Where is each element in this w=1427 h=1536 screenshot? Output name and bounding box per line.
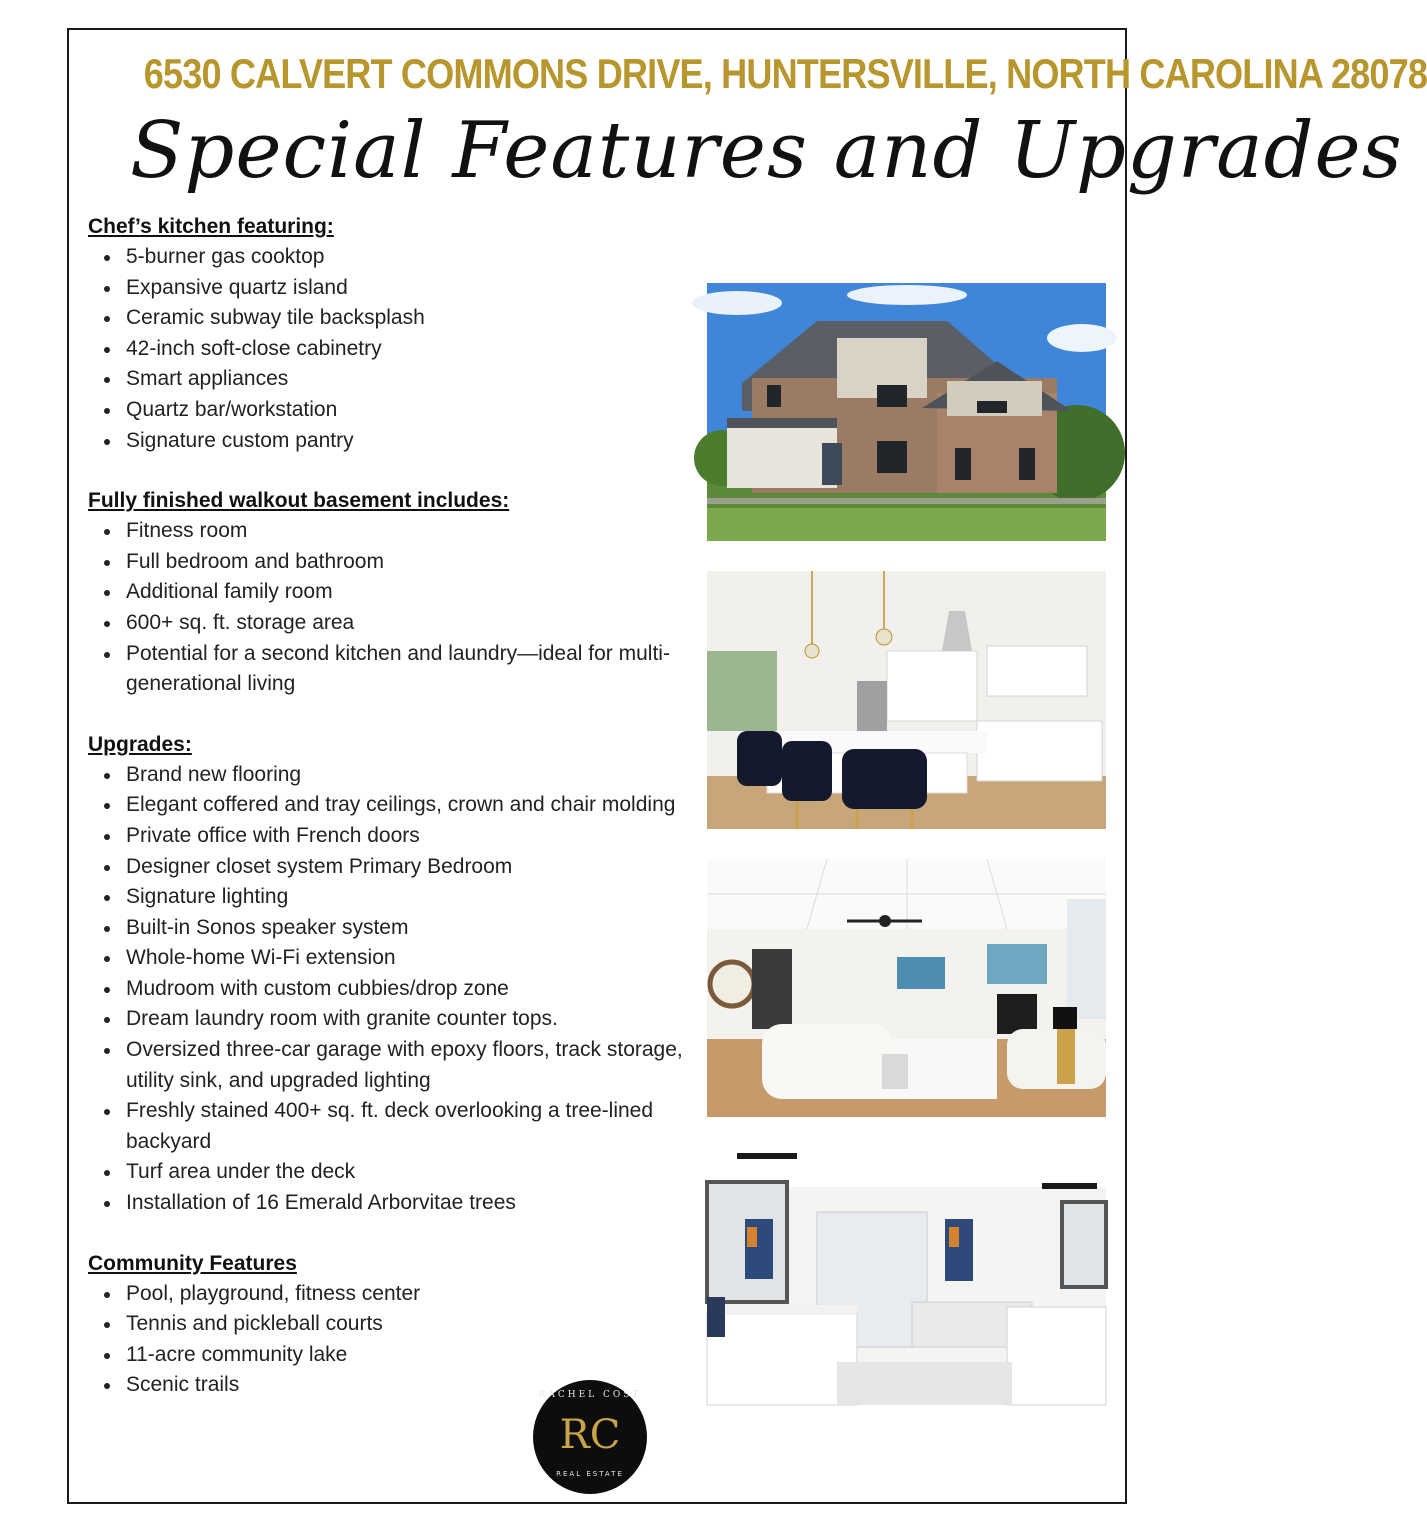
kitchen-photo	[707, 571, 1106, 829]
list-item: Ceramic subway tile backsplash	[126, 303, 688, 334]
list-item: Additional family room	[126, 577, 688, 608]
list-item: Quartz bar/workstation	[126, 395, 688, 426]
list-item: Signature lighting	[126, 882, 688, 913]
section-heading: Fully finished walkout basement includes:	[88, 489, 510, 513]
logo-bottom-text: REAL ESTATE	[556, 1470, 624, 1478]
list-item: Pool, playground, fitness center	[126, 1279, 688, 1310]
bullet-list	[88, 516, 688, 700]
property-address: 6530 CALVERT COMMONS DRIVE, HUNTERSVILLE, NORTH CAROLINA 28078	[143, 50, 1427, 97]
list-item: Tennis and pickleball courts	[126, 1309, 688, 1340]
list-item: 600+ sq. ft. storage area	[126, 608, 688, 639]
list-item: Built-in Sonos speaker system	[126, 913, 688, 944]
list-item: Installation of 16 Emerald Arborvitae trees	[126, 1188, 688, 1219]
list-item: Dream laundry room with granite counter tops.	[126, 1004, 688, 1035]
page-title: Special Features and Upgrades	[130, 106, 1403, 196]
section-heading: Chef’s kitchen featuring:	[88, 215, 334, 238]
list-item: Oversized three-car garage with epoxy floors, track storage, utility sink, and upgraded lighting	[126, 1035, 688, 1096]
section-community	[88, 1249, 688, 1401]
list-item: Expansive quartz island	[126, 273, 688, 304]
bathroom-photo	[707, 1147, 1106, 1405]
list-item: Signature custom pantry	[126, 426, 688, 457]
logo-top-text: RACHEL COST	[538, 1390, 642, 1400]
list-item: 11-acre community lake	[126, 1340, 688, 1371]
list-item: Private office with French doors	[126, 821, 688, 852]
section-upgrades	[88, 730, 688, 1219]
living-room-photo	[707, 859, 1106, 1117]
features-list	[88, 212, 688, 1431]
list-item: Full bedroom and bathroom	[126, 547, 688, 578]
list-item: Freshly stained 400+ sq. ft. deck overlooking a tree-lined backyard	[126, 1096, 688, 1157]
logo-initials: RC	[559, 1412, 621, 1458]
section-heading: Upgrades:	[88, 732, 192, 756]
list-item: Turf area under the deck	[126, 1157, 688, 1188]
section-heading: Community Features	[88, 1251, 297, 1275]
list-item: Whole-home Wi-Fi extension	[126, 943, 688, 974]
exterior-photo	[707, 283, 1106, 541]
list-item: Fitness room	[126, 516, 688, 547]
list-item: Scenic trails	[126, 1370, 688, 1401]
section-basement	[88, 486, 688, 700]
list-item: Brand new flooring	[126, 760, 688, 791]
bullet-list	[88, 242, 688, 456]
list-item: 5-burner gas cooktop	[126, 242, 688, 273]
section-kitchen	[88, 212, 688, 456]
list-item: Designer closet system Primary Bedroom	[126, 852, 688, 883]
list-item: Mudroom with custom cubbies/drop zone	[126, 974, 688, 1005]
brand-logo	[533, 1380, 647, 1494]
list-item: 42-inch soft-close cabinetry	[126, 334, 688, 365]
list-item: Potential for a second kitchen and laundry—ideal for multi-generational living	[126, 639, 688, 700]
bullet-list	[88, 760, 688, 1219]
list-item: Elegant coffered and tray ceilings, crown and chair molding	[126, 790, 688, 821]
list-item: Smart appliances	[126, 364, 688, 395]
